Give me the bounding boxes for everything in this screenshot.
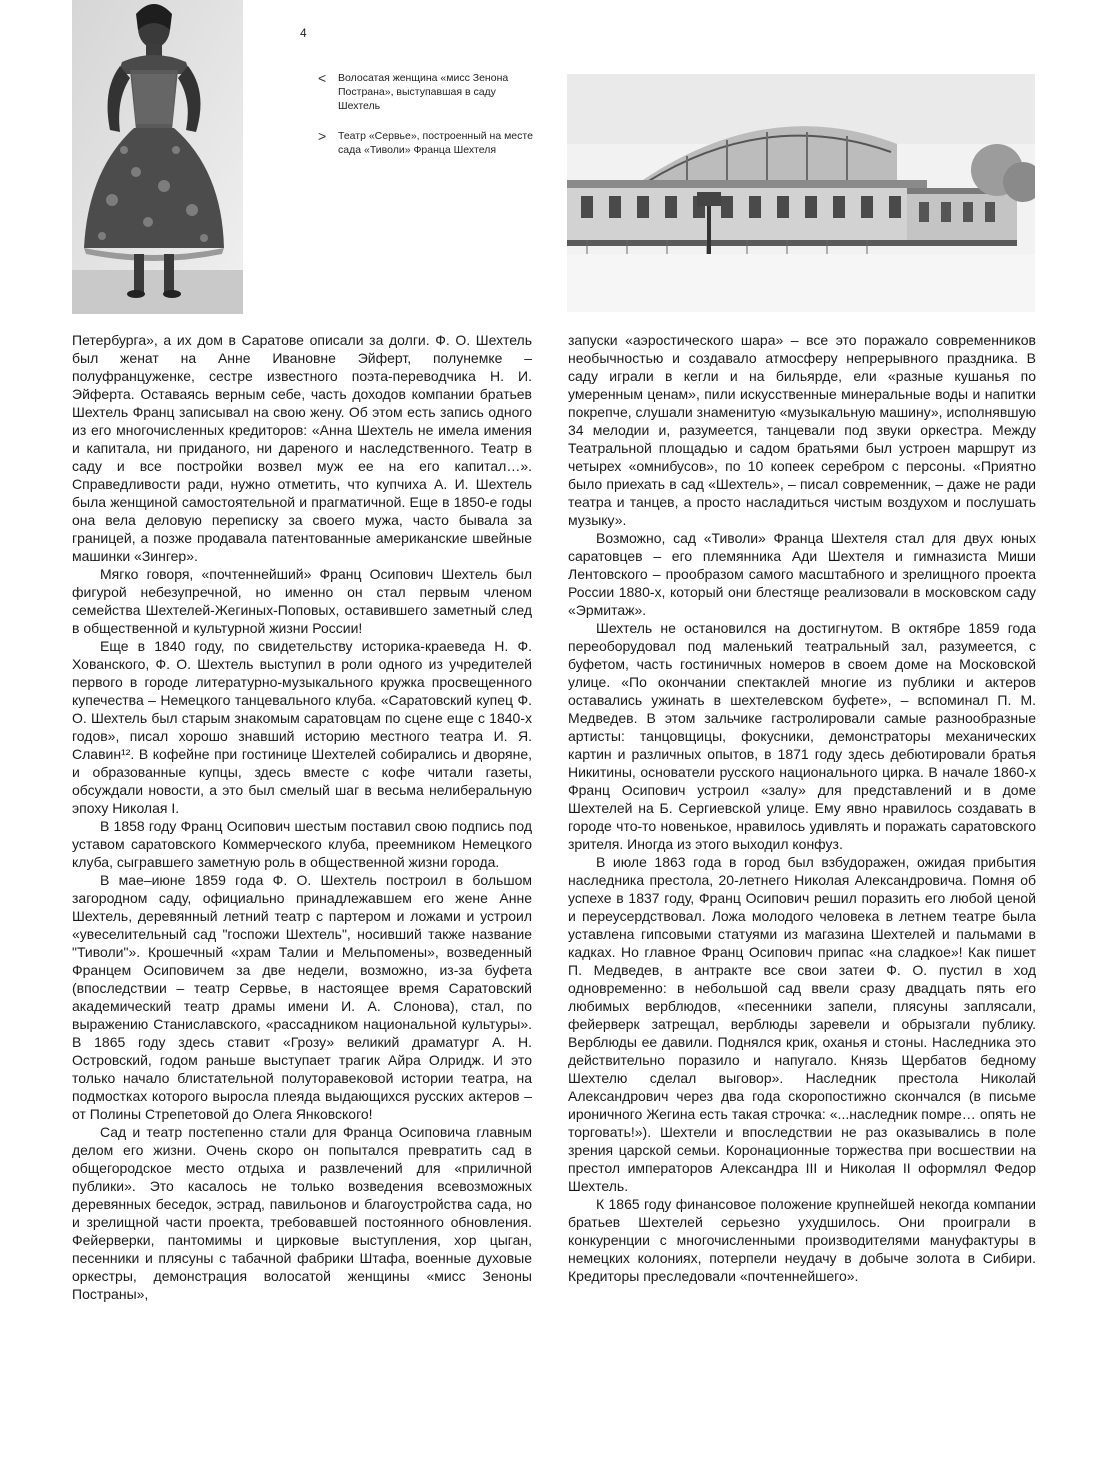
paragraph: Еще в 1840 году, по свидетельству историка-краеведа Н. Ф. Хованского, Ф. О. Шехтель выступил в роли одного из учредителей первого в городе литературно-музыкального кружка просвещенного купечества – Немецкого танцевального клуба. «Саратовский купец Ф. О. Шехтель был старым знакомым саратовцам по сцене еще с 1840-х годов», писал хорошо знавший историю местного театра И. Я. Славин¹². В кофейне при гостинице Шехтелей собирались и дворяне, и образованные купцы, здесь вместе с кофе читали газеты, обсуждали новости, а это был смелый шаг в весьма нелиберальную эпоху Николая I.: [72, 638, 532, 816]
paragraph: В июле 1863 года в город был взбудоражен, ожидая прибытия наследника престола, 20-летнего Николая Александровича. Помня об успехе в 1837 году, Франц Осипович решил поразить его любой ценой и переусердствовал. Ложа молодого человека в летнем театре была уставлена гипсовыми статуями из магазина Шехтелей и пальмами в кадках. Но главное Франц Осипович припас «на сладкое»! Как пишет П. Медведев, в антракте все свои затеи Ф. О. пустил в ход одновременно: в небольшой сад ввели сразу двадцать пять его любимых верблюдов, «песенники запели, плясуны заплясали, фейерверк затрещал, верблюды заревели и обрызгали публику. Верблюды ее давили. Поднялся крик, оханья и стоны. Наследника это действительно поразило и напугало. Князь Щербатов бедному Шехтелю сделал выговор». Наследник престола Николай Александрович через два года скоропостижно скончался (в письме ироничного Жегина есть такая строчка: «...наследник помре… опять не торговать!»). Шехтели и впоследствии не раз оказывались в поле зрения царской семьи. Коронационные торжества при восшествии на престол императоров Александра III и Николая II оформлял Федор Шехтель.: [568, 854, 1036, 1194]
caption-text: Волосатая женщина «мисс Зенона Пострана», выступавшая в саду Шехтель: [338, 72, 509, 112]
paragraph: В 1858 году Франц Осипович шестым поставил свою подпись под уставом саратовского Коммерческого клуба, преемником Немецкого клуба, сыгравшего заметную роль в общественной жизни города.: [72, 818, 532, 870]
caption-text: Театр «Сервье», построенный на месте сада «Тиволи» Франца Шехтеля: [338, 130, 533, 156]
caption-theatre: [318, 129, 538, 157]
photo-hairy-woman-image: [72, 0, 243, 314]
paragraph: запуски «аэростического шара» – все это поражало современников необычностью и создавало атмосферу непрерывного праздника. В саду играли в кегли и на бильярде, ели «разные кушанья по умеренным ценам», пили искусственные минеральные воды и напитки покрепче, слушали знаменитую «музыкальную машину», исполнявшую 34 мелодии и, разумеется, танцевали под звуки оркестра. Между Театральной площадью и садом братьями был устроен маршрут из четырех «омнибусов», по 10 копеек серебром с персоны. «Приятно было приехать в сад «Шехтель», – писал современник, – даже не ради театра и танцев, а просто насладиться чистым воздухом и послушать музыку».: [568, 332, 1036, 528]
photo-servier-theatre: [567, 74, 1035, 312]
paragraph: Шехтель не остановился на достигнутом. В октябре 1859 года переоборудовал под маленький театральный зал, разумеется, с буфетом, часть гостиничных номеров в своем доме на Московской улице. «По окончании спектаклей многие из публики и актеров оставались ужинать в шехтелевском буфете», – вспоминал П. М. Медведев. В этом зальчике гастролировали самые разнообразные артисты: танцовщицы, фокусники, демонстраторы механических картин и различных опытов, в 1871 году здесь дебютировали братья Никитины, основатели русского национального цирка. В начале 1860-х Франц Осипович устроил «залу» для представлений и в доме Шехтелей на Б. Сергиевской улице. Ему явно нравилось создавать в городе что-то новенькое, нравилось удивлять и поражать саратовского зрителя. Иногда из этого выходил конфуз.: [568, 620, 1036, 852]
photo-hairy-woman: [72, 0, 243, 314]
caption-arrow-right-icon: >: [318, 128, 327, 144]
paragraph: Мягко говоря, «почтеннейший» Франц Осипович Шехтель был фигурой небезупречной, но именно он стал первым членом семейства Шехтелей-Жегиных-Поповых, оставившего заметный след в общественной и культурной жизни России!: [72, 566, 532, 636]
paragraph: Возможно, сад «Тиволи» Франца Шехтеля стал для двух юных саратовцев – его племянника Ади Шехтеля и гимназиста Миши Лентовского – прообразом самого масштабного и зрелищного проекта России 1880-х, который они блестяще реализовали в московском саду «Эрмитаж».: [568, 530, 1036, 618]
caption-arrow-left-icon: <: [318, 70, 327, 86]
caption-hairy-woman: [318, 71, 538, 113]
paragraph: В мае–июне 1859 года Ф. О. Шехтель построил в большом загородном саду, официально принадлежавшем его жене Анне Шехтель, деревянный летний театр с партером и ложами и устроил «увеселительный сад "госпожи Шехтель", носивший также название "Тиволи"». Крошечный «храм Талии и Мельпомены», возведенный Францем Осиповичем за две недели, возможно, из-за буфета (впоследствии – театр Сервье, в настоящее время Саратовский академический театр драмы имени И. А. Слонова), стал, по выражению Станиславского, «рассадником национальной культуры». В 1865 году здесь ставит «Грозу» великий драматург А. Н. Островский, годом раньше выступает трагик Айра Олридж. И это только начало блистательной полуторавековой истории театра, на подмостках которого выросла плеяда выдающихся русских актеров – от Полины Стрепетовой до Олега Янковского!: [72, 872, 532, 1122]
page-number: 4: [300, 26, 307, 40]
text-column-left: [72, 331, 532, 1303]
paragraph: Сад и театр постепенно стали для Франца Осиповича главным делом его жизни. Очень скоро он попытался превратить сад в общегородское место отдыха и развлечений для «приличной публики». Это касалось не только возведения всевозможных деревянных беседок, эстрад, павильонов и благоустройства сада, но и зрелищной части проекта, требовавшей постоянного обновления. Фейерверки, пантомимы и цирковые выступления, хор цыган, песенники и плясуны с табачной фабрики Штафа, военные духовые оркестры, демонстрация волосатой женщины «мисс Зеноны Постраны»,: [72, 1124, 532, 1302]
photo-servier-theatre-image: [567, 74, 1035, 312]
paragraph: Петербурга», а их дом в Саратове описали за долги. Ф. О. Шехтель был женат на Анне Ивановне Эйферт, полунемке – полуфранцуженке, сестре известного поэта-переводчика Н. И. Эйферта. Оставаясь верным себе, часть доходов компании братьев Шехтель Франц записывал на свою жену. Об этом есть запись одного из его многочисленных кредиторов: «Анна Шехтель не имела имения и капитала, ни приданого, ни дареного и наследственного. Театр в саду и все постройки возвел муж ее на его капитал…». Справедливости ради, нужно отметить, что купчиха А. И. Шехтель была женщиной самостоятельной и прагматичной. Еще в 1850-е годы она вела деловую переписку за своего мужа, часто бывала за границей, а позже продавала патентованные американские швейные машинки «Зингер».: [72, 332, 532, 564]
paragraph: К 1865 году финансовое положение крупнейшей некогда компании братьев Шехтелей серьезно ухудшилось. Они проиграли в конкуренции с многочисленными производителями мануфактуры в немецких колониях, потерпели неудачу в добыче золота в Сибири. Кредиторы преследовали «почтеннейшего».: [568, 1196, 1036, 1284]
text-column-right: [568, 331, 1036, 1285]
